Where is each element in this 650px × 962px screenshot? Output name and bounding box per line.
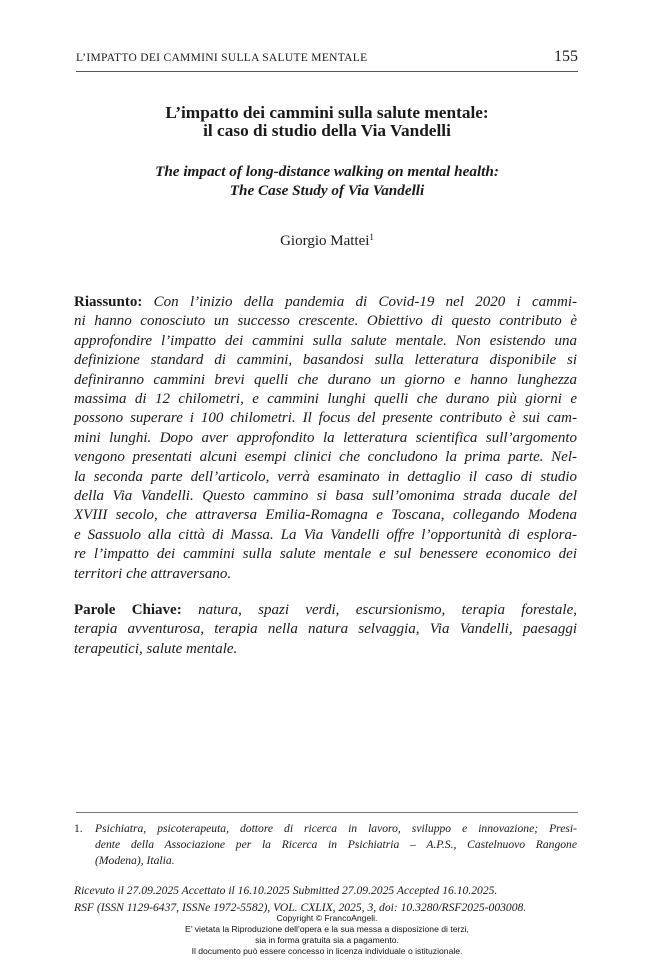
abstract-line: ni hanno conosciuto un successo crescente. Obiettivo di questo contributo è bbox=[74, 313, 577, 330]
copyright-notice bbox=[76, 913, 578, 957]
footnote-line: Psichiatra, psicoterapeuta, dottore di ricerca in lavoro, sviluppo e innovazione; Presi- bbox=[95, 822, 577, 835]
journal-citation: RSF (ISSN 1129-6437, ISSNe 1972-5582), VOL. CXLIX, 2025, 3, doi: 10.3280/RSF2025-003008. bbox=[74, 901, 527, 914]
received-dates: Ricevuto il 27.09.2025 Accettato il 16.10.2025 Submitted 27.09.2025 Accepted 16.10.2025. bbox=[74, 884, 498, 897]
subtitle-line-1: The impact of long-distance walking on mental health: bbox=[155, 163, 499, 180]
footnote-line: (Modena), Italia. bbox=[95, 854, 175, 867]
subtitle-line-2: The Case Study of Via Vandelli bbox=[229, 182, 425, 199]
title-line-1: L’impatto dei cammini sulla salute mentale: bbox=[165, 103, 489, 122]
copyright-line-3: sia in forma gratuita sia a pagamento. bbox=[255, 935, 399, 945]
abstract-line: mini lunghi. Dopo aver approfondito la letteratura scientifica sull’argomento bbox=[74, 429, 577, 446]
article-subtitle bbox=[76, 162, 578, 200]
keywords bbox=[74, 601, 577, 659]
abstract-label: Riassunto: bbox=[74, 294, 143, 310]
copyright-line-4: Il documento può essere concesso in licenza individuale o istituzionale. bbox=[191, 946, 463, 956]
title-line-2: il caso di studio della Via Vandelli bbox=[203, 121, 451, 140]
footnote-rule bbox=[76, 812, 578, 813]
copyright-line-1: Copyright © FrancoAngeli. bbox=[276, 913, 378, 923]
footnote bbox=[74, 821, 577, 869]
abstract-line: XVIII secolo, che attraversa Emilia-Romagna e Toscana, collegando Modena bbox=[74, 507, 577, 524]
abstract-line: re l’impatto dei cammini sulla salute mentale e sul benessere economico dei bbox=[74, 546, 577, 563]
abstract-line: massima di 12 chilometri, e cammini lunghi quelli che durano più giorni e bbox=[74, 391, 577, 408]
keywords-text: natura, spazi verdi, escursionismo, terapia forestale, bbox=[198, 602, 577, 618]
page-number: 155 bbox=[554, 48, 578, 65]
abstract-line: della Via Vandelli. Questo cammino si basa sull’omonima strada ducale del bbox=[74, 488, 577, 505]
abstract-line: possono superare i 100 chilometri. Il focus del presente contributo è sui cam- bbox=[74, 410, 577, 427]
header-rule bbox=[76, 71, 578, 72]
abstract bbox=[74, 293, 577, 584]
running-title: L’IMPATTO DEI CAMMINI SULLA SALUTE MENTALE bbox=[76, 52, 368, 64]
keywords-label: Parole Chiave: bbox=[74, 602, 182, 618]
article-title bbox=[76, 104, 578, 140]
abstract-line: approfondire l’impatto dei cammini sulla salute mentale. Non esistendo una bbox=[74, 332, 577, 349]
keywords-line: terapeutici, salute mentale. bbox=[74, 640, 238, 657]
footnote-line: dente della Associazione per la Ricerca in Psichiatria – A.P.S., Castelnuovo Rangone bbox=[95, 838, 577, 851]
abstract-line: definiranno cammini brevi quelli che durano un giorno e hanno lunghezza bbox=[74, 371, 577, 388]
author bbox=[76, 233, 578, 250]
abstract-line: vengono presentati alcuni esempi clinici che concludono la prima parte. Nel- bbox=[74, 449, 577, 466]
footnote-text bbox=[95, 821, 577, 869]
abstract-line bbox=[74, 293, 577, 312]
received-info bbox=[74, 882, 577, 916]
author-footnote-mark: 1 bbox=[369, 232, 374, 242]
keywords-line: terapia avventurosa, terapia nella natura selvaggia, Via Vandelli, paesaggi bbox=[74, 621, 577, 638]
footnote-number: 1. bbox=[74, 822, 83, 835]
copyright-line-2: E’ vietata la Riproduzione dell’opera e la sua messa a disposizione di terzi, bbox=[185, 924, 469, 934]
abstract-line: la seconda parte dell’articolo, verrà esaminato in dettaglio il caso di studio bbox=[74, 468, 577, 485]
abstract-text: Con l’inizio della pandemia di Covid-19 nel 2020 i cammi- bbox=[153, 294, 578, 310]
abstract-line: e Sassuolo alla città di Massa. La Via Vandelli offre l’opportunità di esplora- bbox=[74, 526, 577, 543]
keywords-line bbox=[74, 601, 577, 620]
abstract-line: definizione standard di cammini, basandosi sulla letteratura disponibile si bbox=[74, 352, 577, 369]
author-name: Giorgio Mattei bbox=[280, 233, 370, 249]
abstract-line: territori che attraversano. bbox=[74, 565, 232, 582]
